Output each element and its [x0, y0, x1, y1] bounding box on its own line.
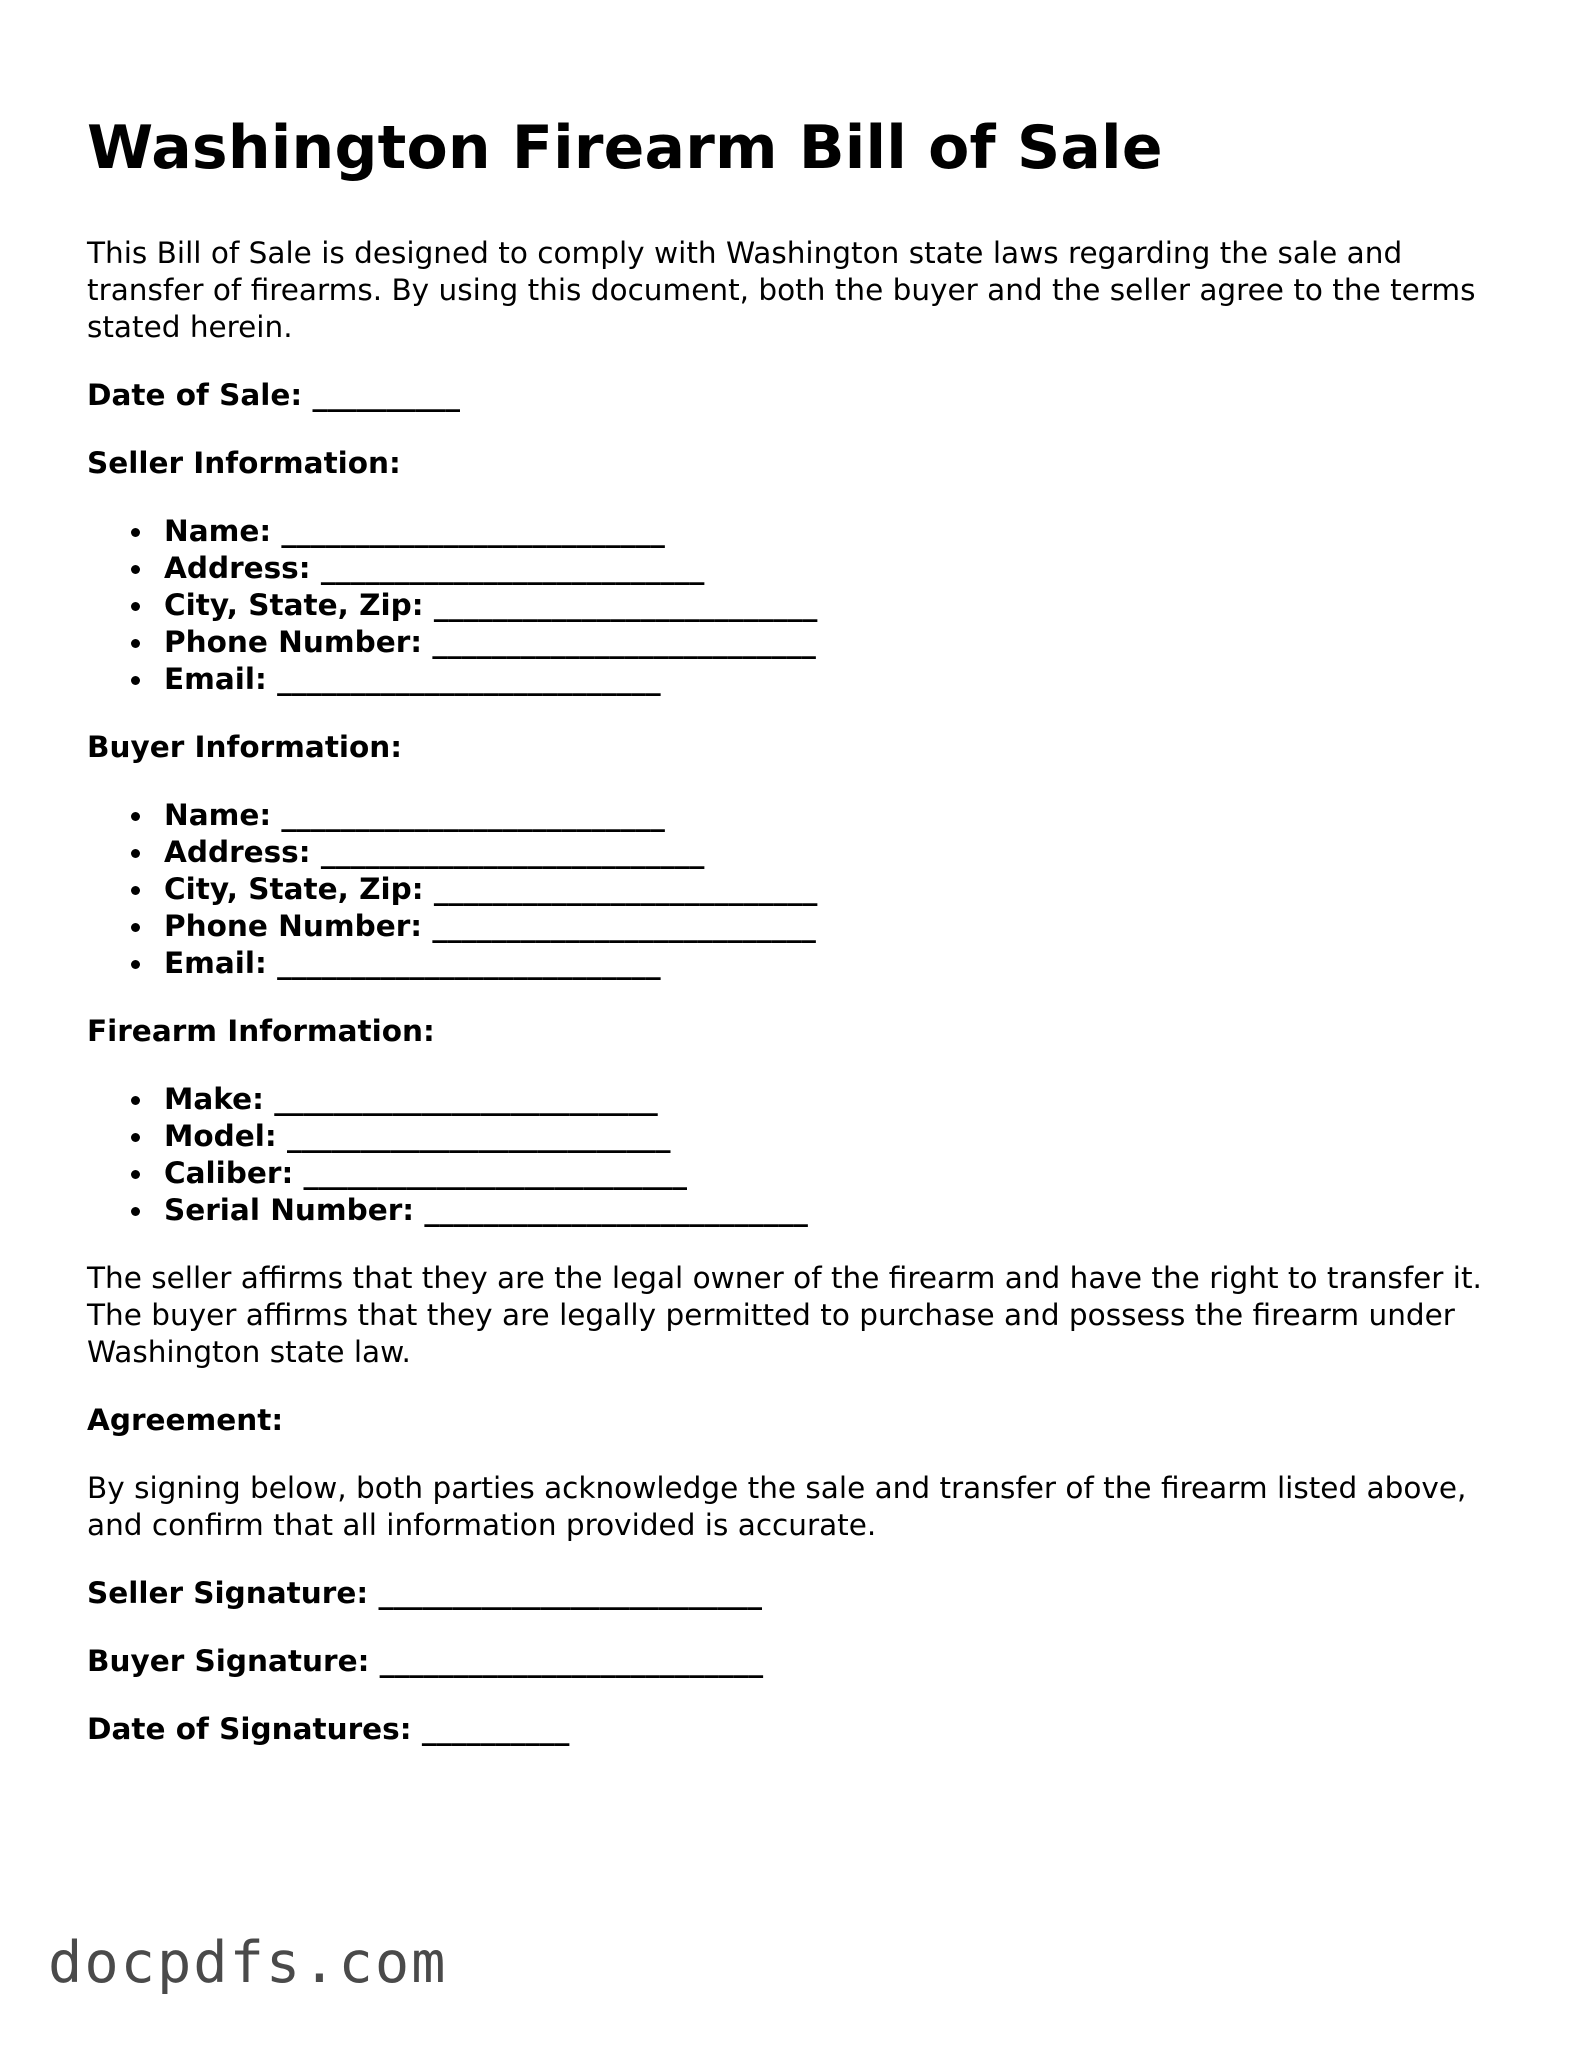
- seller-signature-blank: __________________________: [378, 1576, 762, 1610]
- buyer-name-field: [164, 797, 1507, 834]
- field-blank: __________________________: [433, 872, 818, 906]
- seller-phone-field: [164, 624, 1507, 661]
- date-of-signatures-field: [87, 1711, 1507, 1748]
- field-blank: __________________________: [277, 946, 661, 980]
- field-label: City, State, Zip:: [164, 872, 424, 906]
- date-of-sale-label: Date of Sale:: [87, 378, 303, 412]
- seller-city-state-zip-field: [164, 587, 1507, 624]
- seller-signature-label: Seller Signature:: [87, 1576, 369, 1610]
- field-label: Phone Number:: [164, 625, 423, 659]
- seller-heading: Seller Information:: [87, 446, 401, 480]
- intro-paragraph: This Bill of Sale is designed to comply with Washington state laws regarding the sale and transfer of firearms. By using this document, both the buyer and the seller agree to the terms stated herein.: [87, 236, 1476, 344]
- field-blank: __________________________: [281, 798, 665, 832]
- buyer-email-field: [164, 945, 1507, 982]
- field-blank: __________________________: [432, 909, 816, 943]
- seller-address-field: [164, 550, 1507, 587]
- agreement-paragraph: By signing below, both parties acknowledge the sale and transfer of the firearm listed above, and confirm that all information provided is accurate.: [87, 1471, 1467, 1542]
- watermark-logo: docpdfs.com: [48, 1930, 448, 1996]
- seller-signature-field: [87, 1575, 1507, 1612]
- field-label: City, State, Zip:: [164, 588, 424, 622]
- buyer-signature-blank: __________________________: [379, 1644, 764, 1678]
- seller-fields: [87, 513, 1507, 698]
- buyer-heading: Buyer Information:: [87, 730, 403, 764]
- buyer-city-state-zip-field: [164, 871, 1507, 908]
- date-of-signatures-label: Date of Signatures:: [87, 1712, 412, 1746]
- field-label: Email:: [164, 946, 267, 980]
- firearm-model-field: [164, 1118, 1507, 1155]
- buyer-fields: [87, 797, 1507, 982]
- agreement-heading: Agreement:: [87, 1403, 284, 1437]
- field-blank: __________________________: [303, 1156, 688, 1190]
- date-of-signatures-blank: __________: [421, 1712, 570, 1746]
- field-label: Name:: [164, 798, 272, 832]
- field-blank: __________________________: [286, 1119, 671, 1153]
- field-blank: __________________________: [424, 1193, 808, 1227]
- field-label: Phone Number:: [164, 909, 423, 943]
- field-blank: __________________________: [320, 835, 705, 869]
- firearm-caliber-field: [164, 1155, 1507, 1192]
- seller-email-field: [164, 661, 1507, 698]
- date-of-sale-field: [87, 377, 1507, 414]
- buyer-address-field: [164, 834, 1507, 871]
- buyer-signature-field: [87, 1643, 1507, 1680]
- affirmation-paragraph: The seller affirms that they are the legal owner of the firearm and have the right to transfer it. The buyer affirms that they are legally permitted to purchase and possess the firearm under Washington state law.: [87, 1261, 1482, 1369]
- field-blank: __________________________: [277, 662, 661, 696]
- field-label: Address:: [164, 551, 311, 585]
- buyer-signature-label: Buyer Signature:: [87, 1644, 370, 1678]
- firearm-heading: Firearm Information:: [87, 1014, 435, 1048]
- field-label: Address:: [164, 835, 311, 869]
- field-blank: __________________________: [320, 551, 705, 585]
- field-blank: __________________________: [274, 1082, 658, 1116]
- field-blank: __________________________: [281, 514, 665, 548]
- firearm-fields: [87, 1081, 1507, 1229]
- field-label: Caliber:: [164, 1156, 294, 1190]
- field-label: Email:: [164, 662, 267, 696]
- field-label: Name:: [164, 514, 272, 548]
- seller-name-field: [164, 513, 1507, 550]
- date-of-sale-blank: __________: [312, 378, 460, 412]
- firearm-make-field: [164, 1081, 1507, 1118]
- document-page: [87, 110, 1507, 1748]
- field-label: Make:: [164, 1082, 264, 1116]
- field-blank: __________________________: [432, 625, 816, 659]
- field-label: Serial Number:: [164, 1193, 415, 1227]
- document-title: Washington Firearm Bill of Sale: [87, 113, 1163, 183]
- firearm-serial-field: [164, 1192, 1507, 1229]
- buyer-phone-field: [164, 908, 1507, 945]
- field-blank: __________________________: [433, 588, 818, 622]
- field-label: Model:: [164, 1119, 277, 1153]
